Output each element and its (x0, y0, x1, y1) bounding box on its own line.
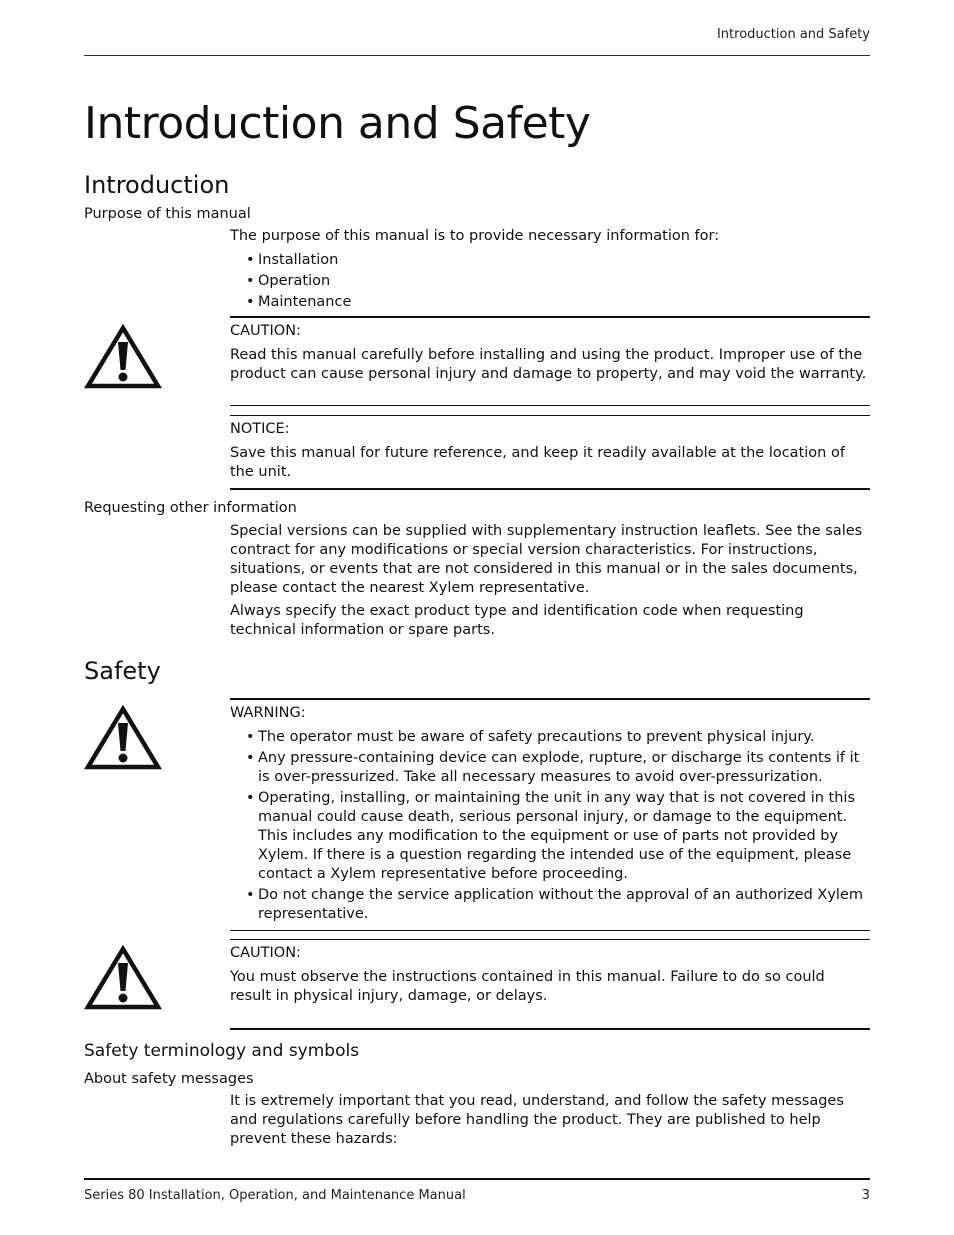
caution-body (230, 316, 870, 406)
running-header: Introduction and Safety (716, 27, 870, 42)
purpose-list (230, 251, 870, 312)
caution-text: Read this manual carefully before installing and using the product. Improper use of the product can cause personal injury and damage to property, and may void the warranty. (230, 347, 867, 382)
list-item: • Do not change the service application without the approval of an authorized Xylem representative. (246, 886, 870, 924)
list-item: • Installation (246, 251, 870, 270)
purpose-lead: The purpose of this manual is to provide necessary information for: (230, 228, 720, 244)
list-item: • Operating, installing, or maintaining the unit in any way that is not covered in this manual could cause death, serious personal injury, or damage to the equipment. This includes any modification to the equipment or use of parts not provided by Xylem. If there is a question regarding the intended use of the equipment, please contact a Xylem representative before proceeding. (246, 789, 870, 884)
page-number: 3 (861, 1188, 870, 1203)
header-divider (84, 55, 870, 56)
warning-triangle-icon (84, 705, 162, 775)
chapter-title: Introduction and Safety (84, 98, 591, 149)
caution-title: CAUTION: (230, 323, 301, 339)
page-content (84, 96, 870, 1149)
footer-manual-title: Series 80 Installation, Operation, and Maintenance Manual (84, 1188, 466, 1203)
notice-body (230, 415, 870, 490)
section-heading-safety: Safety (84, 657, 161, 685)
list-item: • The operator must be aware of safety precautions to prevent physical injury. (246, 728, 870, 747)
requesting-paragraph: Special versions can be supplied with supplementary instruction leaflets. See the sales contract for any modifications or special version characteristics. For instructions, situations, or events that are not considered in this manual or in the sales documents, please contact the nearest Xylem representative. (230, 523, 863, 596)
footer-divider (84, 1178, 870, 1180)
notice-text: Save this manual for future reference, and keep it readily available at the location of the unit. (230, 445, 845, 480)
caution-box-manual (84, 316, 870, 406)
notice-box (84, 415, 870, 490)
list-item: • Operation (246, 272, 870, 291)
warning-triangle-icon (84, 324, 162, 394)
subsection-heading-terminology: Safety terminology and symbols (84, 1041, 360, 1061)
warning-list (230, 728, 870, 924)
list-item: • Maintenance (246, 293, 870, 312)
list-item: • Any pressure-containing device can explode, rupture, or discharge its contents if it is over-pressurized. Take all necessary measures to avoid over-pressurization. (246, 749, 870, 787)
subsection-label-purpose: Purpose of this manual (84, 206, 251, 222)
requesting-paragraph: Always specify the exact product type and identification code when requesting technical information or spare parts. (230, 603, 804, 638)
purpose-body (230, 227, 870, 312)
warning-box (84, 698, 870, 931)
box-bottom-rule (230, 405, 870, 406)
caution-title: CAUTION: (230, 945, 301, 961)
warning-title: WARNING: (230, 705, 306, 721)
warning-triangle-icon (84, 945, 162, 1015)
box-bottom-rule (230, 488, 870, 490)
warning-body (230, 698, 870, 931)
about-text: It is extremely important that you read, understand, and follow the safety messages and regulations carefully before handling the product. They are published to help prevent these hazards: (230, 1093, 844, 1147)
subsection-label-about: About safety messages (84, 1071, 254, 1087)
about-body (230, 1092, 870, 1149)
box-bottom-rule (230, 1028, 870, 1030)
caution-body (230, 939, 870, 1030)
notice-title: NOTICE: (230, 421, 290, 437)
section-heading-introduction: Introduction (84, 171, 230, 199)
caution-box-instructions (84, 939, 870, 1030)
subsection-label-requesting: Requesting other information (84, 500, 297, 516)
caution-text: You must observe the instructions contained in this manual. Failure to do so could result in physical injury, damage, or delays. (230, 969, 825, 1004)
box-bottom-rule (230, 930, 870, 931)
requesting-body (230, 522, 870, 640)
